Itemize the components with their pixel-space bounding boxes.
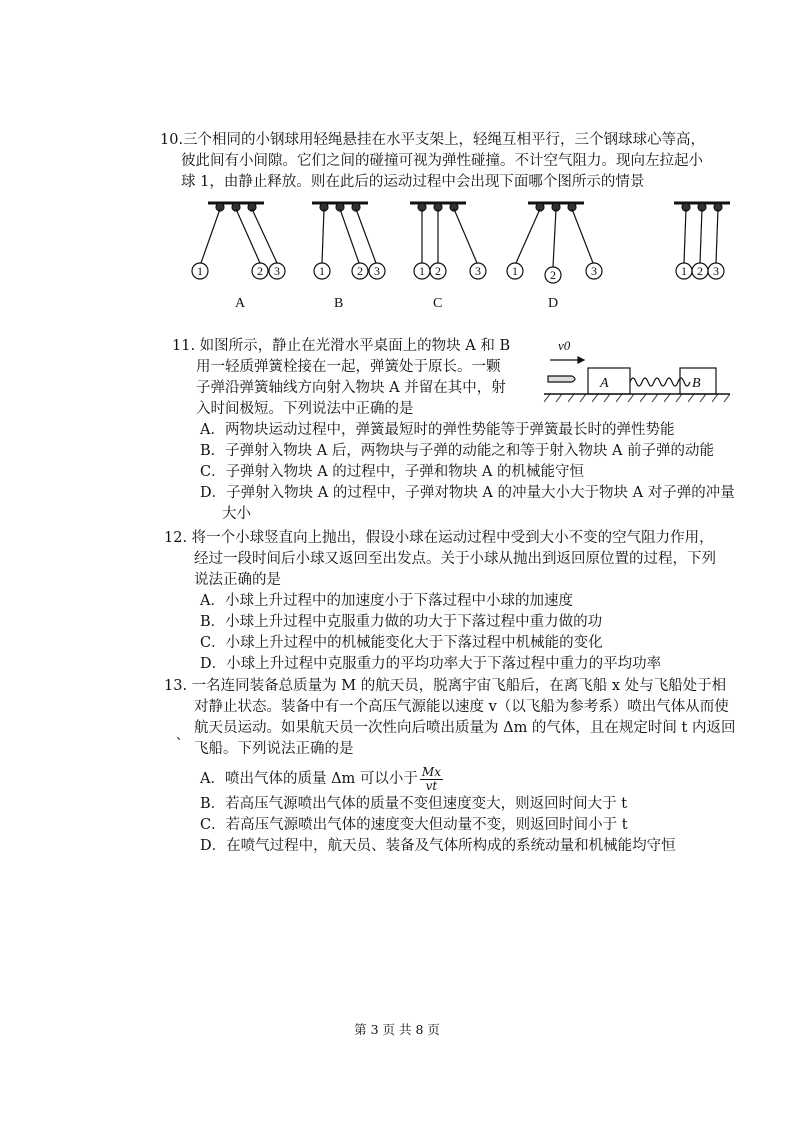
panel-d: [507, 203, 602, 311]
bullet-icon: [548, 376, 575, 382]
ball-label: 3: [475, 264, 481, 278]
figure-label-d: D: [548, 296, 559, 311]
ball-label: 2: [257, 264, 263, 278]
svg-text:B: B: [692, 376, 701, 391]
question-13-line-2: 对静止状态。装备中有一个高压气源能以速度 v（以飞船为参考系）喷出气体从而使: [194, 699, 729, 715]
question-11-line-2: 用一轻质弹簧栓接在一起，弹簧处于原长。一颗: [196, 359, 501, 375]
question-number: 12.: [164, 530, 188, 546]
option-d: D．小球上升过程中克服重力的平均功率大于下落过程中重力的平均功率: [200, 656, 662, 672]
ball-label: 1: [319, 264, 325, 278]
ball-label: 3: [274, 264, 280, 278]
panel-e: [674, 203, 730, 279]
ball-label: 3: [591, 264, 597, 278]
question-11-line-3: 子弹沿弹簧轴线方向射入物块 A 并留在其中，射: [196, 380, 506, 396]
question-12-line-1: 12. 将一个小球竖直向上抛出，假设小球在运动过程中受到大小不变的空气阻力作用，: [164, 528, 716, 549]
fraction: $\frac{Mx}{vt}$: [421, 764, 441, 793]
question-number: 10.: [160, 132, 184, 148]
option-a: A．喷出气体的质量 Δm 可以小于 $\frac{Mx}{vt}$: [200, 764, 441, 793]
ball-label: 1: [197, 264, 203, 278]
margin-mark: 、: [176, 728, 190, 743]
question-10: [160, 130, 705, 193]
question-12: [164, 528, 716, 675]
question-10-line-2: 彼此间有小间隙。它们之间的碰撞可视为弹性碰撞。不计空气阻力。现向左拉起小: [181, 153, 703, 169]
option-c: C．子弹射入物块 A 的过程中，子弹和物块 A 的机械能守恒: [200, 464, 584, 480]
question-11-line-4: 入时间极短。下列说法中正确的是: [196, 401, 414, 417]
svg-text:A: A: [600, 376, 609, 391]
question-10-line-3: 球 1，由静止释放。则在此后的运动过程中会出现下面哪个图所示的情景: [181, 174, 645, 190]
block-a: [588, 368, 630, 394]
velocity-label: v0: [558, 338, 571, 353]
question-11-line-1: 11. 如图所示，静止在光滑水平桌面上的物块 A 和 B: [172, 336, 735, 357]
question-10-line-1: 10.三个相同的小钢球用轻绳悬挂在水平支架上，轻绳互相平行，三个钢球球心等高，: [160, 130, 705, 151]
panel-b: [312, 203, 385, 311]
ball-label: 2: [697, 264, 703, 278]
ball-label: 2: [435, 264, 441, 278]
ball-label: 1: [512, 264, 518, 278]
question-number: 11.: [172, 338, 196, 354]
option-b: B．子弹射入物块 A 后，两物块与子弹的动能之和等于射入物块 A 前子弹的动能: [200, 443, 715, 459]
question-12-line-3: 说法正确的是: [194, 572, 281, 588]
option-b: B．若高压气源喷出气体的质量不变但速度变大，则返回时间大于 t: [200, 796, 628, 812]
question-13: [164, 676, 735, 857]
q10-figure: [178, 195, 738, 315]
option-a: A．小球上升过程中的加速度小于下落过程中小球的加速度: [200, 593, 573, 609]
spring-icon: [630, 378, 690, 386]
option-c: C．若高压气源喷出气体的速度变大但动量不变，则返回时间小于 t: [200, 817, 628, 833]
figure-label-b: B: [334, 296, 344, 311]
ball-label: 3: [374, 264, 380, 278]
ball-label: 1: [419, 264, 425, 278]
q11-figure: [520, 336, 734, 410]
option-a: A．两物块运动过程中，弹簧最短时的弹性势能等于弹簧最长时的弹性势能: [200, 422, 675, 438]
panel-c: [410, 203, 486, 311]
option-d: D．子弹射入物块 A 的过程中，子弹对物块 A 的冲量大小大于物块 A 对子弹的冲量: [200, 485, 735, 501]
page-footer: 第 3 页 共 8 页: [354, 1022, 440, 1037]
question-number: 13.: [164, 678, 188, 694]
panel-a: [192, 203, 285, 311]
option-d: D．在喷气过程中，航天员、装备及气体所构成的系统动量和机械能均守恒: [200, 838, 676, 854]
option-b: B．小球上升过程中克服重力做的功大于下落过程中重力做的功: [200, 614, 603, 630]
ball-label: 2: [357, 264, 363, 278]
option-c: C．小球上升过程中的机械能变化大于下落过程中机械能的变化: [200, 635, 603, 651]
figure-label-c: C: [433, 296, 443, 311]
figure-label-a: A: [235, 296, 246, 311]
question-13-line-4: 飞船。下列说法正确的是: [194, 741, 354, 757]
question-13-line-3: 航天员运动。如果航天员一次性向后喷出质量为 Δm 的气体，且在规定时间 t 内返回: [194, 720, 736, 736]
question-13-line-1: 13. 一名连同装备总质量为 M 的航天员，脱离宇宙飞船后，在离飞船 x 处与飞船处于相: [164, 676, 735, 697]
ball-label: 2: [550, 268, 556, 282]
question-12-line-2: 经过一段时间后小球又返回至出发点。关于小球从抛出到返回原位置的过程，下列: [194, 551, 716, 567]
ball-label: 3: [713, 264, 719, 278]
ball-label: 1: [681, 264, 687, 278]
option-d-continued: 大小: [222, 506, 251, 522]
